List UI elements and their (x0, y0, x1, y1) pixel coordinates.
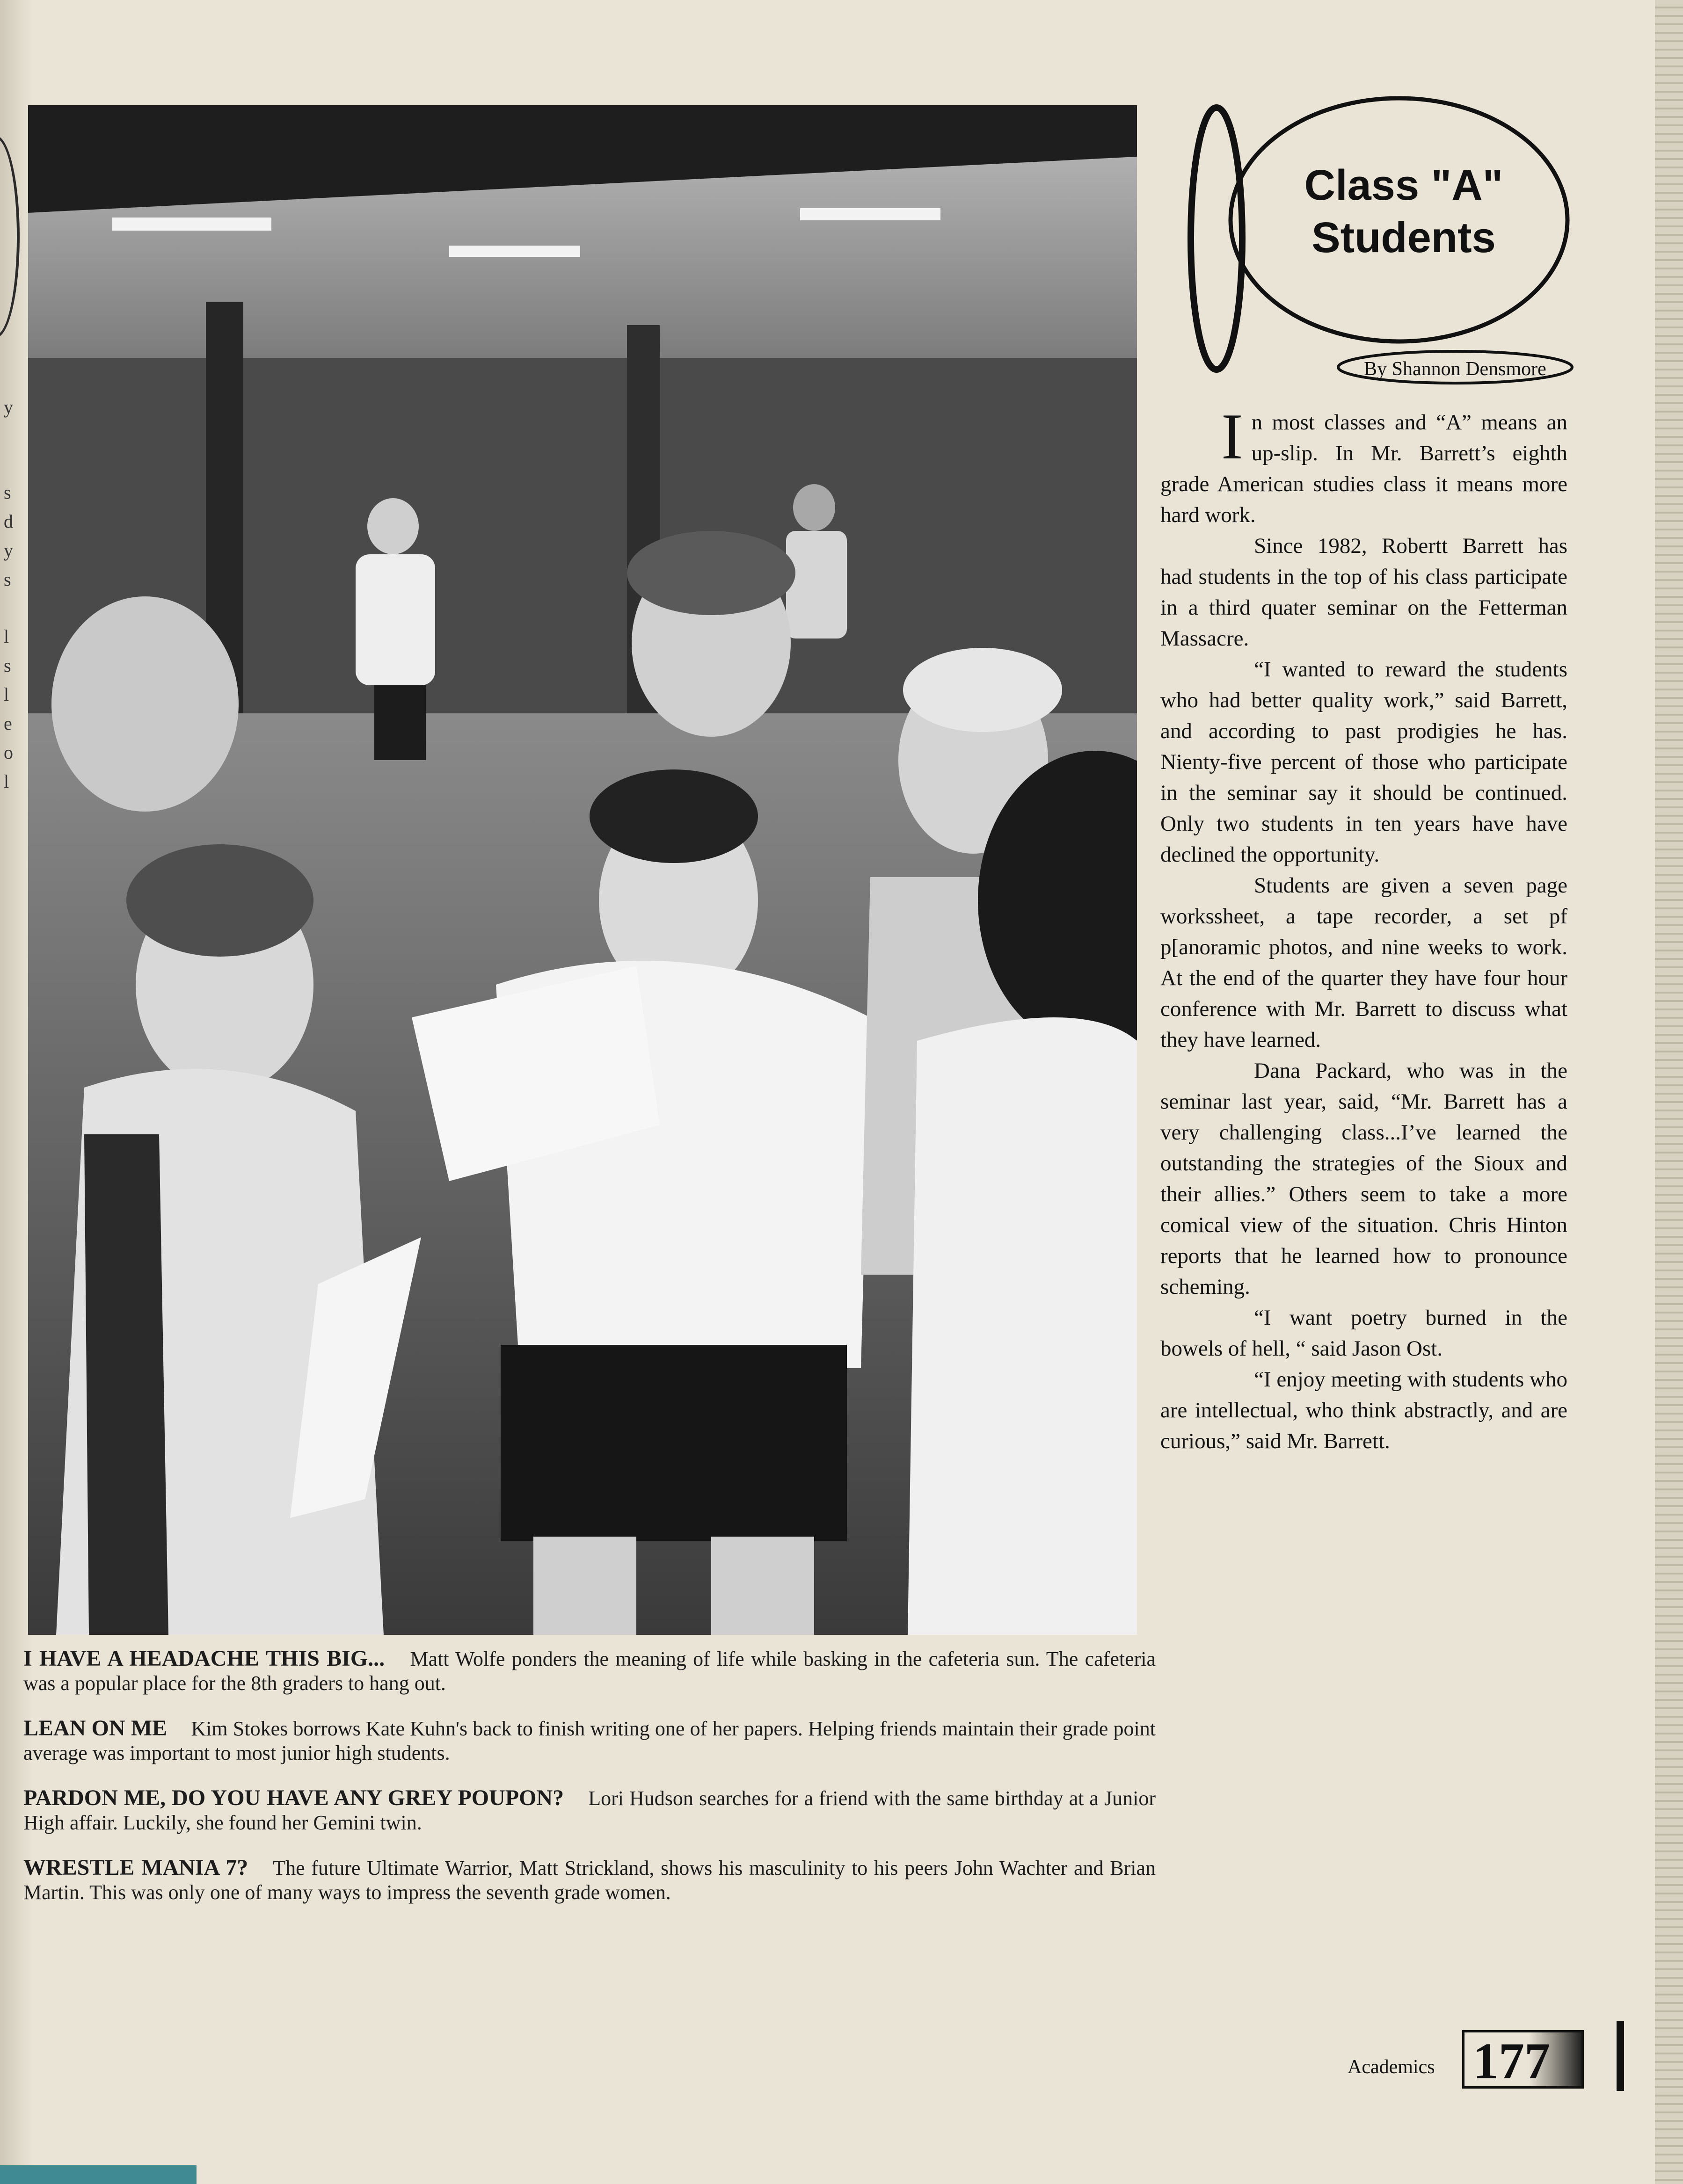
caption (23, 1647, 1156, 1696)
caption-headline: PARDON ME, DO YOU HAVE ANY GREY POUPON? (23, 1785, 564, 1810)
caption-text: Matt Wolfe ponders the meaning of life while basking in the cafeteria sun. The cafeteria was a popular place for the 8th graders to hang out. (23, 1647, 1156, 1695)
fragment: s (4, 655, 11, 676)
previous-page-text-fragments (4, 393, 18, 796)
article-paragraph: “I enjoy meeting with students who are intellectual, who think abstractly, and are curious,” said Mr. Barrett. (1160, 1367, 1567, 1453)
caption (23, 1856, 1156, 1905)
article-paragraph: Since 1982, Robertt Barrett has had students in the top of his class participate in a third quater seminar on the Fetterman Massacre. (1160, 534, 1567, 651)
article-paragraph (1160, 400, 1567, 530)
fragment: l (4, 684, 9, 705)
caption (23, 1786, 1156, 1835)
fragment: y (4, 397, 13, 418)
bottom-color-strip (0, 2165, 197, 2184)
photo-illustration (28, 105, 1137, 1635)
paragraph-text: n most classes and “A” means an up-slip. In Mr. Barrett’s eighth grade American studies class it means more hard work. (1160, 410, 1567, 527)
caption-text: Lori Hudson searches for a friend with the same birthday at a Junior High affair. Luckily, she found her Gemini twin. (23, 1787, 1156, 1834)
folio-bar (1617, 2021, 1624, 2091)
fragment: d (4, 511, 13, 532)
fragment: y (4, 540, 13, 561)
fragment: l (4, 626, 9, 647)
fragment: l (4, 771, 9, 792)
section-label: Academics (1348, 2056, 1435, 2078)
article-body (1160, 400, 1567, 1457)
fragment: o (4, 742, 13, 763)
caption-text: Kim Stokes borrows Kate Kuhn's back to finish writing one of her papers. Helping friends maintain their grade point average was important to most junior high students. (23, 1717, 1156, 1764)
article-paragraph: “I wanted to reward the students who had better quality work,” said Barrett, and according to past prodigies he has. Nienty-five percent of those who participate in the seminar say it should be continued. Only two students in ten years have have declined the opportunity. (1160, 657, 1567, 867)
article-paragraph: “I want poetry burned in the bowels of hell, “ said Jason Ost. (1160, 1306, 1567, 1361)
fragment: s (4, 482, 11, 503)
drop-cap: I (1221, 400, 1243, 473)
article-paragraph: Students are given a seven page workssheet, a tape recorder, a set pf p[anoramic photos, and nine weeks to work. At the end of the quarter they have four hour conference with Mr. Barrett to discuss what they have learned. (1160, 873, 1567, 1052)
page-number-box (1462, 2030, 1584, 2089)
fragment: s (4, 569, 11, 590)
caption-headline: LEAN ON ME (23, 1716, 168, 1741)
article-title: Class "A" Students (1304, 161, 1503, 261)
photo-captions (23, 1647, 1156, 1925)
students-photo (28, 105, 1137, 1635)
caption-headline: WRESTLE MANIA 7? (23, 1855, 248, 1880)
previous-page-graphic (0, 136, 20, 338)
right-page-edge (1655, 0, 1683, 2184)
article-paragraph: Dana Packard, who was in the seminar last year, said, “Mr. Barrett has a very challenging class...I’ve learned the outstanding the strategies of the Sioux and their allies.” Others seem to take a more comical view of the situation. Chris Hinton reports that he learned how to pronounce scheming. (1160, 1059, 1567, 1299)
caption-headline: I HAVE A HEADACHE THIS BIG... (23, 1646, 385, 1671)
page-number: 177 (1473, 2032, 1550, 2090)
fragment: e (4, 713, 12, 734)
article-title-block (1184, 94, 1577, 398)
article-byline: By Shannon Densmore (1364, 358, 1546, 380)
caption (23, 1716, 1156, 1765)
caption-text: The future Ultimate Warrior, Matt Strickland, shows his masculinity to his peers John Wachter and Brian Martin. This was only one of many ways to impress the seventh grade women. (23, 1857, 1156, 1904)
